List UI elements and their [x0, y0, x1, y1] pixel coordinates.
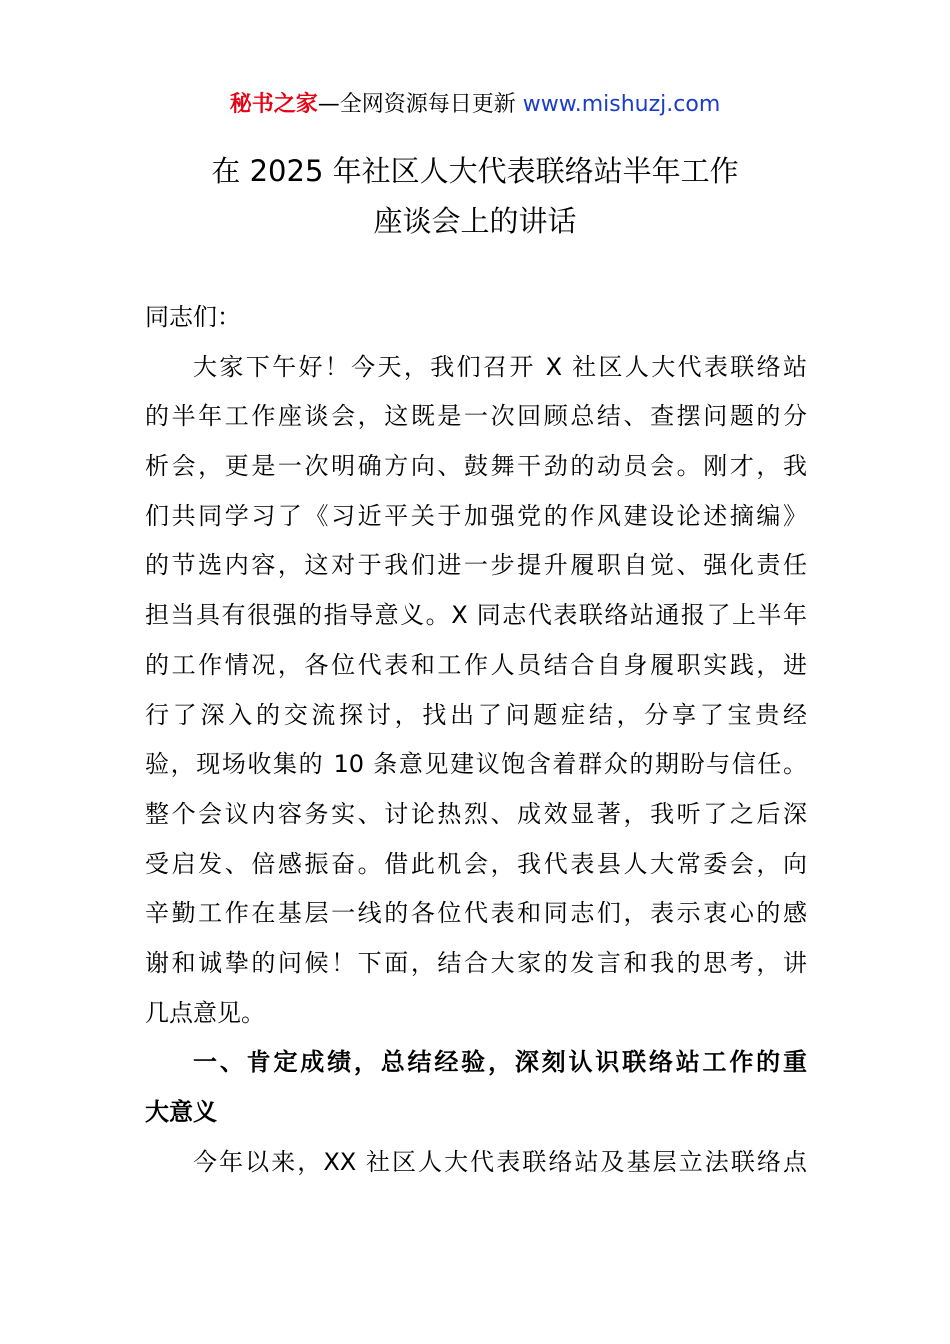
paragraph-1-line: 整个会议内容务实、讨论热烈、成效显著，我听了之后深 [145, 799, 807, 828]
brand-name: 秘书之家 [229, 92, 318, 117]
paragraph-1-line: 的节选内容，这对于我们进一步提升履职自觉、强化责任 [145, 551, 807, 580]
paragraph-1-line: 受启发、倍感振奋。借此机会，我代表县人大常委会，向 [145, 849, 807, 878]
title-line-2: 座谈会上的讲话 [373, 204, 577, 238]
paragraph-1-line: 几点意见。 [145, 998, 265, 1027]
paragraph-2-line: 今年以来，XX 社区人大代表联络站及基层立法联络点 [193, 1147, 807, 1176]
document-title [0, 146, 950, 246]
paragraph-1-line: 验，现场收集的 10 条意见建议饱含着群众的期盼与信任。 [145, 750, 807, 779]
document-body [145, 293, 807, 1187]
paragraph-1-line: 的半年工作座谈会，这既是一次回顾总结、查摆问题的分 [145, 402, 807, 431]
paragraph-1-line: 大家下午好！今天，我们召开 X 社区人大代表联络站 [193, 352, 807, 381]
site-header [0, 88, 950, 122]
section-heading-1: 一、肯定成绩，总结经验，深刻认识联络站工作的重 [193, 1048, 807, 1077]
site-link[interactable]: www.mishuzj.com [522, 92, 721, 117]
section-heading-1: 大意义 [145, 1098, 217, 1126]
paragraph-1-line: 辛勤工作在基层一线的各位代表和同志们，表示衷心的感 [145, 899, 807, 928]
paragraph-1-line: 的工作情况，各位代表和工作人员结合自身履职实践，进 [145, 650, 807, 679]
paragraph-1-line: 析会，更是一次明确方向、鼓舞干劲的动员会。刚才，我 [145, 452, 807, 481]
paragraph-1-line: 担当具有很强的指导意义。X 同志代表联络站通报了上半年 [145, 601, 807, 630]
greeting: 同志们： [145, 303, 241, 331]
paragraph-1-line: 谢和诚挚的问候！下面，结合大家的发言和我的思考，讲 [145, 948, 807, 977]
header-tagline: —全网资源每日更新 [317, 92, 516, 117]
paragraph-1-line: 们共同学习了《习近平关于加强党的作风建设论述摘编》 [145, 501, 807, 530]
paragraph-1-line: 行了深入的交流探讨，找出了问题症结，分享了宝贵经 [145, 700, 807, 729]
title-line-1: 在 2025 年社区人大代表联络站半年工作 [211, 154, 739, 188]
